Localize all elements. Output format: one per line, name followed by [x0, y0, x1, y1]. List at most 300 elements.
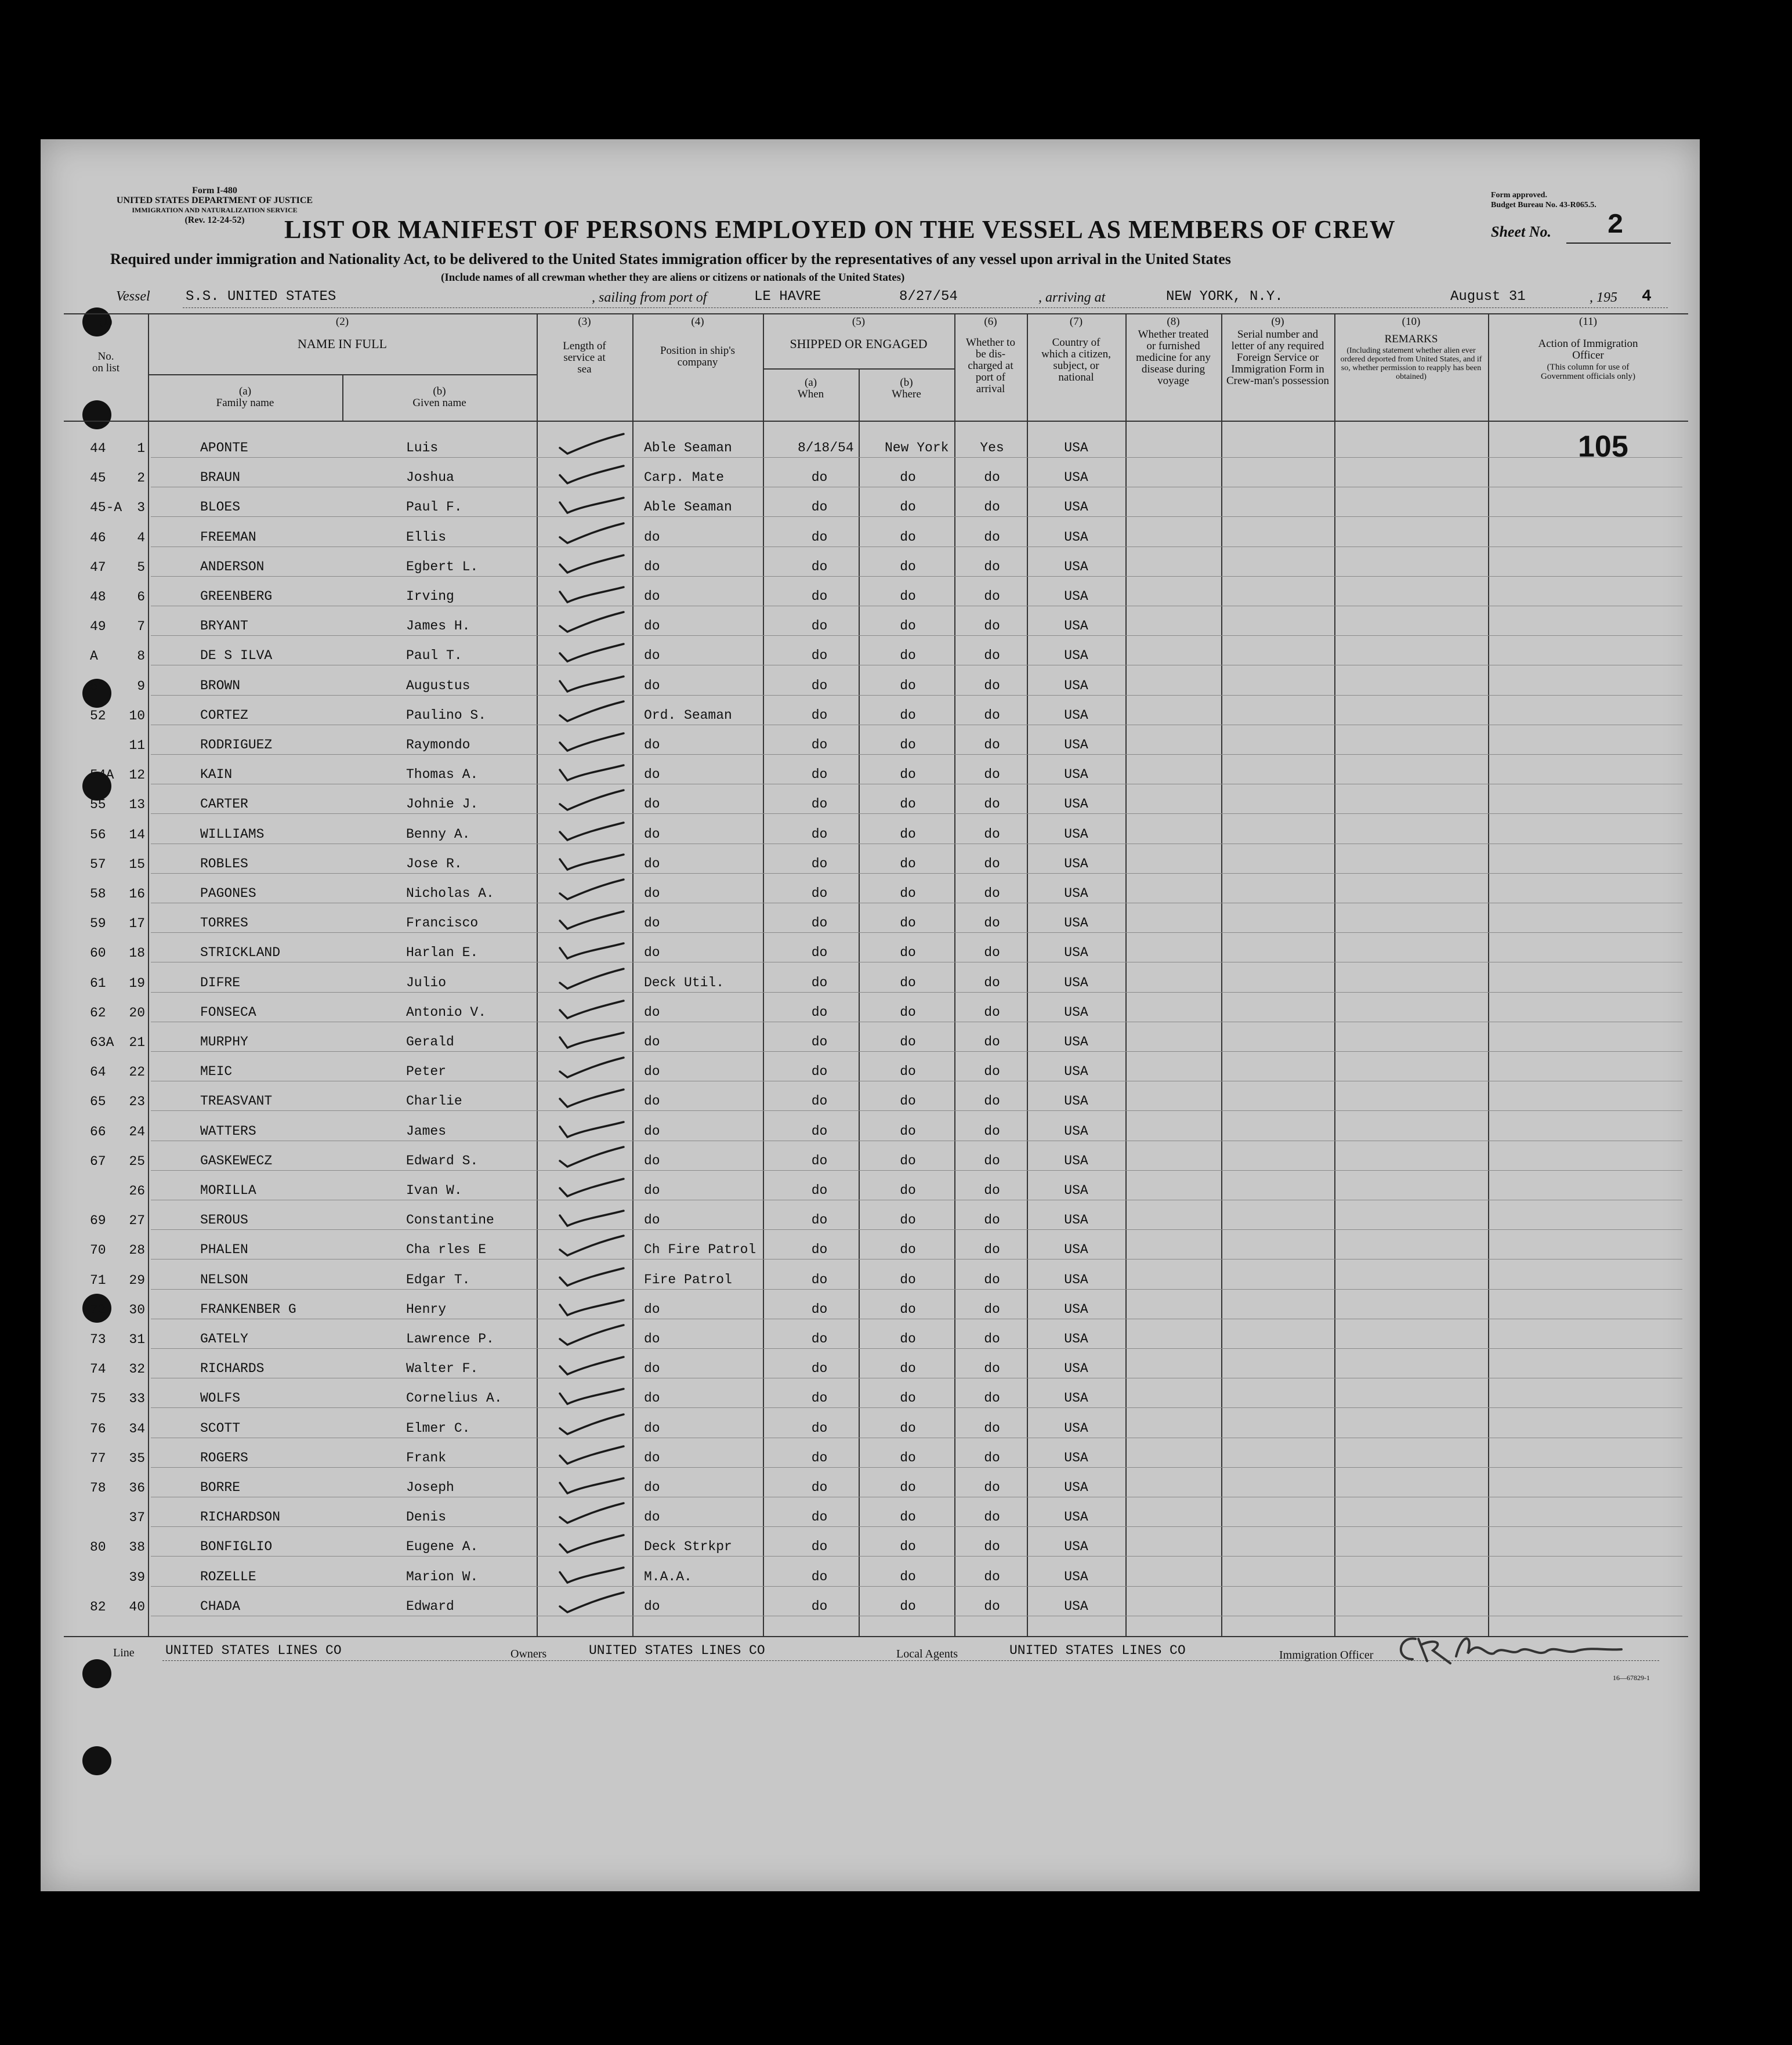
cell-where: do: [900, 678, 916, 693]
punch-hole: [82, 1659, 111, 1688]
margin-number: 49: [90, 619, 106, 635]
cell-given: Edgar T.: [406, 1272, 470, 1287]
margin-number: 56: [90, 827, 106, 842]
cell-when: do: [811, 1569, 828, 1584]
cell-where: do: [900, 1420, 916, 1436]
margin-number: 45-A: [90, 500, 122, 516]
cell-discharge: do: [984, 856, 1000, 871]
cell-position: do: [644, 589, 660, 604]
cell-where: do: [900, 1331, 916, 1347]
cell-given: Augustus: [406, 678, 470, 693]
page-title: LIST OR MANIFEST OF PERSONS EMPLOYED ON THE VESSEL AS MEMBERS OF CREW: [284, 215, 1396, 244]
cell-discharge: do: [984, 1539, 1000, 1555]
list-number: 35: [129, 1450, 145, 1466]
cell-where: do: [900, 707, 916, 723]
margin-number: 55: [90, 797, 106, 813]
cell-when: do: [811, 945, 828, 961]
form-revision: (Rev. 12-24-52): [184, 215, 245, 225]
cell-discharge: do: [984, 529, 1000, 545]
cell-position: do: [644, 826, 660, 842]
list-number: 7: [137, 619, 145, 635]
margin-number: 78: [90, 1481, 106, 1496]
cell-discharge: do: [984, 1361, 1000, 1377]
row-rule: [151, 1289, 1682, 1290]
list-number: 21: [129, 1035, 145, 1050]
cell-when: do: [811, 915, 828, 931]
row-rule: [151, 1170, 1682, 1171]
cell-given: Ellis: [406, 529, 447, 545]
row-rule: [151, 754, 1682, 755]
cell-where: do: [900, 945, 916, 961]
shipped-subheader-line: [763, 368, 954, 370]
cell-discharge: do: [984, 737, 1000, 752]
officer-signature: [1392, 1621, 1671, 1674]
margin-number: A: [90, 649, 98, 664]
cell-country: USA: [1064, 1361, 1088, 1377]
cell-family: GATELY: [200, 1331, 248, 1347]
cell-position: do: [644, 1034, 660, 1049]
list-number: 26: [129, 1183, 145, 1199]
list-number: 12: [129, 768, 145, 783]
cell-family: MEIC: [200, 1064, 233, 1080]
list-number: 13: [129, 797, 145, 813]
vessel-label: Vessel: [116, 289, 150, 304]
row-rule: [151, 1051, 1682, 1052]
row-rule: [151, 1229, 1682, 1230]
cell-given: Denis: [406, 1510, 447, 1525]
check-mark-icon: [551, 697, 638, 726]
list-number: 28: [129, 1243, 145, 1258]
footer-line-label: Line: [113, 1646, 135, 1659]
cell-country: USA: [1064, 1212, 1088, 1228]
row-rule: [151, 576, 1682, 577]
cell-discharge: do: [984, 1034, 1000, 1049]
cell-discharge: Yes: [980, 440, 1004, 455]
list-number: 38: [129, 1540, 145, 1555]
cell-discharge: do: [984, 618, 1000, 634]
cell-when: do: [811, 559, 828, 574]
cell-country: USA: [1064, 1420, 1088, 1436]
cell-where: do: [900, 767, 916, 783]
list-number: 29: [129, 1272, 145, 1288]
vessel-line: [116, 289, 1682, 309]
header-col-4: (4) Position in ship's company: [660, 316, 736, 368]
margin-number: 80: [90, 1540, 106, 1555]
header-col-11: (11) Action of Immigration Officer (This column for use of Government officials only): [1538, 316, 1638, 381]
check-mark-icon: [551, 548, 638, 577]
cell-given: Thomas A.: [406, 767, 479, 783]
margin-number: 70: [90, 1243, 106, 1258]
cell-discharge: do: [984, 1480, 1000, 1495]
cell-given: Cornelius A.: [406, 1391, 502, 1406]
cell-given: Nicholas A.: [406, 886, 494, 901]
cell-family: MURPHY: [200, 1034, 248, 1049]
margin-number: 74: [90, 1362, 106, 1377]
cell-discharge: do: [984, 945, 1000, 961]
list-number: 2: [137, 470, 145, 486]
cell-where: do: [900, 1539, 916, 1555]
check-mark-icon: [551, 786, 638, 815]
cell-when: do: [811, 1123, 828, 1139]
cell-position: do: [644, 886, 660, 901]
check-mark-icon: [551, 875, 638, 904]
margin-number: 67: [90, 1153, 106, 1169]
margin-number: 60: [90, 946, 106, 961]
cell-country: USA: [1064, 1004, 1088, 1020]
manifest-sheet: [41, 139, 1700, 1891]
cell-country: USA: [1064, 1123, 1088, 1139]
cell-when: do: [811, 1034, 828, 1049]
cell-country: USA: [1064, 1539, 1088, 1555]
cell-given: Henry: [406, 1301, 447, 1317]
cell-where: do: [900, 886, 916, 901]
list-number: 3: [137, 500, 145, 516]
cell-family: RICHARDS: [200, 1361, 265, 1377]
list-number: 4: [137, 530, 145, 545]
list-number: 16: [129, 886, 145, 902]
sheet-number-line: [1566, 242, 1671, 244]
cell-family: BRAUN: [200, 470, 241, 486]
cell-when: do: [811, 1510, 828, 1525]
cell-given: Joshua: [406, 470, 454, 486]
cell-position: do: [644, 1153, 660, 1168]
header-col-7: (7) Country of which a citizen, subject, or national: [1041, 316, 1111, 383]
header-col-2b: (b) Given name: [412, 385, 466, 409]
approval-line-1: Form approved.: [1491, 191, 1547, 200]
cell-country: USA: [1064, 707, 1088, 723]
check-mark-icon: [551, 934, 638, 963]
vessel-underline: [183, 307, 1668, 308]
cell-country: USA: [1064, 767, 1088, 783]
check-mark-icon: [551, 459, 638, 488]
cell-position: do: [644, 1391, 660, 1406]
cell-given: Ivan W.: [406, 1183, 462, 1198]
footer-agents-label: Local Agents: [896, 1648, 958, 1660]
row-rule: [151, 1407, 1682, 1408]
margin-number: 77: [90, 1450, 106, 1466]
cell-discharge: do: [984, 1510, 1000, 1525]
cell-discharge: do: [984, 1450, 1000, 1465]
sheet-number: 2: [1607, 210, 1624, 241]
cell-where: do: [900, 1153, 916, 1168]
row-rule: [151, 457, 1682, 458]
cell-position: do: [644, 767, 660, 783]
cell-family: GREENBERG: [200, 589, 273, 604]
check-mark-icon: [551, 1558, 638, 1587]
approval-line-2: Budget Bureau No. 43-R065.5.: [1491, 201, 1596, 209]
cell-country: USA: [1064, 589, 1088, 604]
check-mark-icon: [551, 1023, 638, 1052]
cell-when: do: [811, 1450, 828, 1465]
sheet-number-label: Sheet No.: [1491, 223, 1551, 240]
check-mark-icon: [551, 578, 638, 607]
cell-given: Marion W.: [406, 1569, 479, 1584]
punch-hole: [82, 400, 111, 429]
cell-country: USA: [1064, 1450, 1088, 1465]
cell-position: do: [644, 945, 660, 961]
list-number: 27: [129, 1213, 145, 1229]
list-number: 20: [129, 1005, 145, 1020]
header-col-1: (1) No. on list: [92, 316, 120, 374]
cell-where: do: [900, 500, 916, 515]
margin-number: 62: [90, 1005, 106, 1020]
check-mark-icon: [551, 637, 638, 666]
cell-country: USA: [1064, 440, 1088, 455]
cell-given: Johnie J.: [406, 797, 479, 812]
list-number: 9: [137, 678, 145, 694]
cell-family: CORTEZ: [200, 707, 248, 723]
cell-country: USA: [1064, 1598, 1088, 1614]
check-mark-icon: [551, 756, 638, 785]
cell-country: USA: [1064, 1391, 1088, 1406]
check-mark-icon: [551, 1172, 638, 1201]
check-mark-icon: [551, 994, 638, 1023]
check-mark-icon: [551, 519, 638, 548]
cell-where: do: [900, 1034, 916, 1049]
cell-when: do: [811, 1361, 828, 1377]
margin-number: 73: [90, 1332, 106, 1347]
margin-number: 76: [90, 1421, 106, 1436]
list-number: 39: [129, 1569, 145, 1585]
list-number: 1: [137, 441, 145, 456]
cell-country: USA: [1064, 678, 1088, 693]
check-mark-icon: [551, 845, 638, 874]
list-number: 11: [129, 738, 145, 753]
cell-where: do: [900, 529, 916, 545]
cell-given: Gerald: [406, 1034, 454, 1049]
cell-given: Edward S.: [406, 1153, 479, 1168]
check-mark-icon: [551, 1201, 638, 1230]
row-rule: [151, 1556, 1682, 1557]
cell-discharge: do: [984, 1064, 1000, 1080]
cell-family: ROGERS: [200, 1450, 248, 1465]
cell-position: do: [644, 1301, 660, 1317]
cell-position: Able Seaman: [644, 440, 732, 455]
departure-date: 8/27/54: [899, 289, 958, 305]
check-mark-icon: [551, 1083, 638, 1112]
cell-given: James H.: [406, 618, 470, 634]
cell-discharge: do: [984, 1212, 1000, 1228]
cell-discharge: do: [984, 1094, 1000, 1109]
cell-country: USA: [1064, 500, 1088, 515]
cell-family: DIFRE: [200, 975, 241, 990]
cell-given: Egbert L.: [406, 559, 479, 574]
list-number: 19: [129, 975, 145, 991]
cell-position: do: [644, 1510, 660, 1525]
cell-when: do: [811, 529, 828, 545]
cell-family: FONSECA: [200, 1004, 256, 1020]
row-rule: [151, 635, 1682, 636]
cell-when: do: [811, 648, 828, 664]
margin-number: 69: [90, 1213, 106, 1229]
cell-given: Constantine: [406, 1212, 494, 1228]
cell-discharge: do: [984, 1420, 1000, 1436]
cell-when: do: [811, 1391, 828, 1406]
cell-family: ANDERSON: [200, 559, 265, 574]
cell-discharge: do: [984, 1183, 1000, 1198]
row-rule: [151, 1348, 1682, 1349]
cell-where: do: [900, 1301, 916, 1317]
cell-position: Ord. Seaman: [644, 707, 732, 723]
list-number: 30: [129, 1302, 145, 1318]
margin-number: 45: [90, 470, 106, 486]
cell-discharge: do: [984, 1272, 1000, 1287]
list-number: 40: [129, 1599, 145, 1615]
cell-country: USA: [1064, 1569, 1088, 1584]
cell-position: do: [644, 915, 660, 931]
cell-family: TREASVANT: [200, 1094, 273, 1109]
service-name: IMMIGRATION AND NATURALIZATION SERVICE: [132, 206, 298, 214]
cell-position: do: [644, 856, 660, 871]
col-divider: [148, 313, 149, 1636]
check-mark-icon: [551, 726, 638, 755]
cell-discharge: do: [984, 975, 1000, 990]
cell-given: Paul F.: [406, 500, 462, 515]
cell-family: KAIN: [200, 767, 233, 783]
cell-family: FRANKENBER G: [200, 1301, 296, 1317]
row-rule: [151, 932, 1682, 933]
check-mark-icon: [551, 1291, 638, 1320]
cell-when: 8/18/54: [798, 440, 854, 455]
cell-given: Peter: [406, 1064, 447, 1080]
cell-discharge: do: [984, 886, 1000, 901]
cell-when: do: [811, 470, 828, 486]
footer-owners-value: UNITED STATES LINES CO: [589, 1643, 765, 1658]
cell-given: Irving: [406, 589, 454, 604]
footer-agents-value: UNITED STATES LINES CO: [1009, 1643, 1186, 1658]
cell-country: USA: [1064, 1272, 1088, 1287]
check-mark-icon: [551, 816, 638, 845]
cell-family: ROZELLE: [200, 1569, 256, 1584]
cell-where: New York: [885, 440, 949, 455]
cell-discharge: do: [984, 767, 1000, 783]
header-col-5a: (a) When: [797, 377, 824, 400]
cell-position: do: [644, 737, 660, 752]
cell-discharge: do: [984, 1598, 1000, 1614]
margin-number: 82: [90, 1599, 106, 1615]
list-number: 18: [129, 946, 145, 961]
header-col-9: (9) Serial number and letter of any required Foreign Service or Immigration Form in Crew-man's possession: [1226, 316, 1330, 387]
cell-family: GASKEWECZ: [200, 1153, 273, 1168]
cell-family: FREEMAN: [200, 529, 256, 545]
cell-country: USA: [1064, 559, 1088, 574]
cell-position: do: [644, 1331, 660, 1347]
form-instructions: (Include names of all crewman whether they are aliens or citizens or nationals of the United States): [441, 272, 905, 284]
cell-family: RODRIGUEZ: [200, 737, 273, 752]
check-mark-icon: [551, 488, 638, 517]
list-number: 22: [129, 1065, 145, 1080]
cell-country: USA: [1064, 1510, 1088, 1525]
list-number: 5: [137, 559, 145, 575]
list-number: 24: [129, 1124, 145, 1139]
cell-discharge: do: [984, 707, 1000, 723]
cell-given: Paul T.: [406, 648, 462, 664]
list-number: 10: [129, 708, 145, 723]
cell-given: Jose R.: [406, 856, 462, 871]
cell-family: APONTE: [200, 440, 248, 455]
check-mark-icon: [551, 964, 638, 993]
margin-number: 71: [90, 1272, 106, 1288]
cell-discharge: do: [984, 648, 1000, 664]
cell-given: Charlie: [406, 1094, 462, 1109]
cell-where: do: [900, 1450, 916, 1465]
row-rule: [151, 813, 1682, 814]
cell-where: do: [900, 1569, 916, 1584]
cell-given: Raymondo: [406, 737, 470, 752]
check-mark-icon: [551, 1053, 638, 1082]
cell-discharge: do: [984, 559, 1000, 574]
year-label: , 195: [1590, 290, 1617, 305]
form-number: Form I-480: [192, 186, 237, 196]
cell-discharge: do: [984, 500, 1000, 515]
margin-number: 61: [90, 975, 106, 991]
cell-country: USA: [1064, 856, 1088, 871]
cell-position: do: [644, 529, 660, 545]
cell-family: PHALEN: [200, 1242, 248, 1258]
cell-given: Edward: [406, 1598, 454, 1614]
departure-port: LE HAVRE: [754, 289, 821, 305]
cell-when: do: [811, 1420, 828, 1436]
cell-given: Lawrence P.: [406, 1331, 494, 1347]
cell-country: USA: [1064, 1242, 1088, 1258]
cell-country: USA: [1064, 1064, 1088, 1080]
cell-when: do: [811, 1004, 828, 1020]
cell-country: USA: [1064, 1301, 1088, 1317]
cell-country: USA: [1064, 737, 1088, 752]
cell-where: do: [900, 470, 916, 486]
cell-discharge: do: [984, 1331, 1000, 1347]
list-number: 6: [137, 589, 145, 605]
cell-when: do: [811, 1272, 828, 1287]
header-col-5: (5) SHIPPED OR ENGAGED: [790, 316, 928, 351]
footer-print-code: 16—67829-1: [1613, 1674, 1650, 1682]
header-col-5b: (b) Where: [892, 377, 921, 400]
margin-number: 65: [90, 1094, 106, 1110]
cell-discharge: do: [984, 1391, 1000, 1406]
cell-position: do: [644, 1004, 660, 1020]
check-mark-icon: [551, 667, 638, 696]
cell-position: do: [644, 1480, 660, 1495]
footer-owners-label: Owners: [511, 1648, 547, 1660]
check-mark-icon: [551, 1350, 638, 1379]
check-mark-icon: [551, 1142, 638, 1171]
cell-country: USA: [1064, 1094, 1088, 1109]
row-rule: [151, 546, 1682, 547]
cell-position: do: [644, 1064, 660, 1080]
cell-where: do: [900, 1391, 916, 1406]
check-mark-icon: [551, 1588, 638, 1617]
cell-where: do: [900, 1598, 916, 1614]
row-rule: [151, 992, 1682, 993]
cell-when: do: [811, 797, 828, 812]
cell-country: USA: [1064, 826, 1088, 842]
margin-number: 48: [90, 589, 106, 605]
cell-position: do: [644, 1420, 660, 1436]
cell-when: do: [811, 856, 828, 871]
list-number: 23: [129, 1094, 145, 1110]
cell-when: do: [811, 975, 828, 990]
footer-officer-label: Immigration Officer: [1279, 1649, 1374, 1662]
cell-where: do: [900, 618, 916, 634]
cell-where: do: [900, 1480, 916, 1495]
cell-given: Joseph: [406, 1480, 454, 1495]
cell-family: BLOES: [200, 500, 241, 515]
cell-country: USA: [1064, 886, 1088, 901]
cell-when: do: [811, 707, 828, 723]
cell-country: USA: [1064, 529, 1088, 545]
cell-when: do: [811, 1480, 828, 1495]
cell-given: Harlan E.: [406, 945, 479, 961]
